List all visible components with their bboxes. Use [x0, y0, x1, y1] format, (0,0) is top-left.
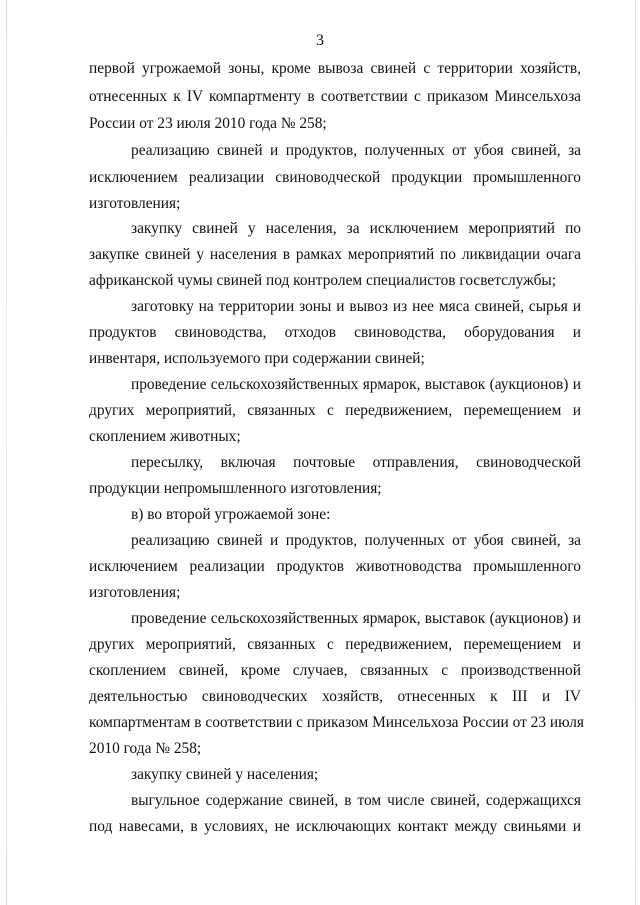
text-line: под навесами, в условиях, не исключающих контакт между свиньями и — [89, 818, 581, 835]
text-line: выгульное содержание свиней, в том числе свиней, содержащихся — [131, 792, 581, 809]
text-line: других мероприятий, связанных с передвижением, перемещением и — [89, 402, 581, 419]
text-line: закупку свиней у населения; — [131, 766, 319, 783]
text-line: реализацию свиней и продуктов, полученных от убоя свиней, за — [131, 142, 581, 159]
page-number: 3 — [316, 32, 324, 49]
text-line: скоплением животных; — [89, 428, 241, 445]
text-line: скоплением свиней, кроме случаев, связанных с производственной — [89, 662, 581, 679]
section-heading: в) во второй угрожаемой зоне: — [131, 506, 331, 523]
scan-edge-right — [635, 0, 636, 905]
text-line: закупке свиней у населения в рамках мероприятий по ликвидации очага — [89, 246, 581, 263]
text-line: первой угрожаемой зоны, кроме вывоза свиней с территории хозяйств, — [89, 60, 581, 77]
text-line: закупку свиней у населения, за исключением мероприятий по — [131, 220, 581, 237]
text-line: компартментам в соответствии с приказом Минсельхоза России от 23 июля — [89, 714, 585, 731]
text-line: заготовку на территории зоны и вывоз из нее мяса свиней, сырья и — [131, 298, 581, 315]
text-line: инвентаря, используемого при содержании свиней; — [89, 350, 425, 367]
text-line: африканской чумы свиней под контролем специалистов госветслужбы; — [89, 272, 557, 289]
text-line: продуктов свиноводства, отходов свиноводства, оборудования и — [89, 324, 581, 341]
text-line: изготовления; — [89, 584, 181, 601]
text-line: России от 23 июля 2010 года № 258; — [89, 115, 327, 132]
text-line: исключением реализации свиноводческой продукции промышленного — [89, 169, 581, 186]
text-line: исключением реализации продуктов животноводства промышленного — [89, 558, 581, 575]
text-line: других мероприятий, связанных с передвижением, перемещением и — [89, 636, 581, 653]
scan-edge-left — [6, 0, 7, 905]
text-line: проведение сельскохозяйственных ярмарок, выставок (аукционов) и — [131, 376, 581, 393]
text-line: 2010 года № 258; — [89, 740, 202, 757]
text-line: отнесенных к IV компартменту в соответствии с приказом Минсельхоза — [89, 88, 581, 105]
text-line: проведение сельскохозяйственных ярмарок, выставок (аукционов) и — [131, 610, 581, 627]
text-line: изготовления; — [89, 195, 181, 212]
text-line: пересылку, включая почтовые отправления, свиноводческой — [131, 454, 581, 471]
text-line: реализацию свиней и продуктов, полученных от убоя свиней, за — [131, 532, 581, 549]
text-line: деятельностью свиноводческих хозяйств, отнесенных к III и IV — [89, 688, 581, 705]
text-line: продукции непромышленного изготовления; — [89, 480, 382, 497]
